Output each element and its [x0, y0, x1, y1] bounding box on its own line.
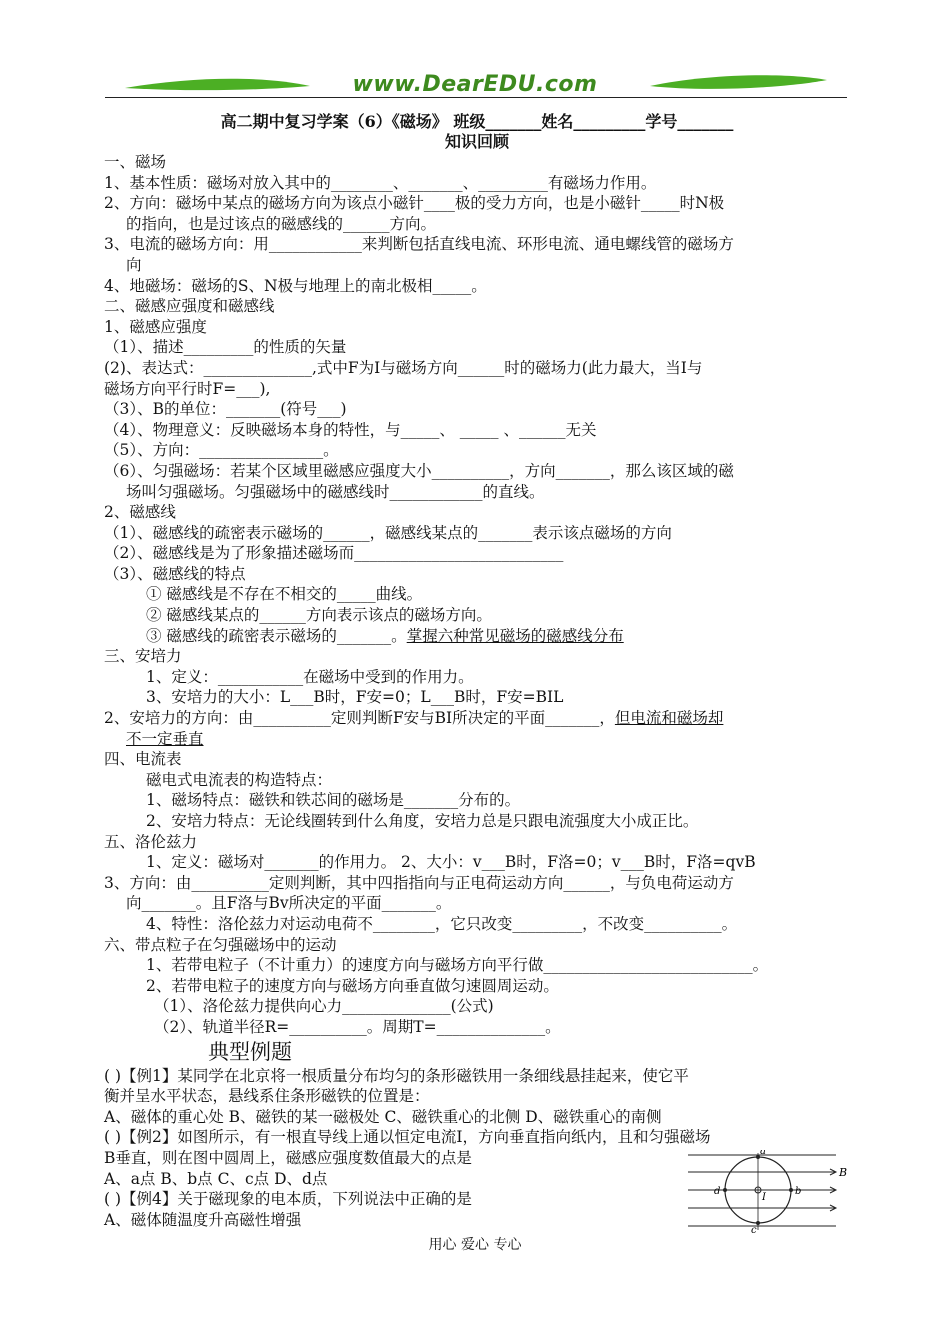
text-line: （2）、磁感线是为了形象描述磁场而___________________________ — [104, 544, 564, 563]
text-line: 3、方向：由__________定则判断，其中四指指向与正电荷运动方向______，与负电荷运动方 — [104, 873, 734, 892]
text-line: ( )【例2】如图所示，有一根直导线上通以恒定电流I，方向垂直指向纸内，且和匀强磁场 — [104, 1128, 711, 1147]
text-line: A、磁体随温度升高磁性增强 — [104, 1210, 302, 1229]
text-line: （3）、B的单位：_______(符号___) — [104, 400, 347, 419]
underlined-note: 但电流和磁场却 — [614, 709, 724, 728]
text-line: 1、磁场特点：磁铁和铁芯间的磁场是_______分布的。 — [146, 791, 521, 810]
text-line: (2)、表达式：______________,式中F为I与磁场方向______时的磁场力(此力最大，当I与 — [104, 358, 703, 377]
field-label: B — [839, 1166, 848, 1179]
text-line: A、磁体的重心处 B、磁铁的某一磁极处 C、磁铁重心的北侧 D、磁铁重心的南侧 — [104, 1107, 662, 1126]
text-line: （1）、磁感线的疏密表示磁场的______，磁感线某点的_______表示该点磁场的方向 — [104, 523, 672, 542]
text-span: ③ 磁感线的疏密表示磁场的_______。 — [146, 626, 407, 645]
text-line: 一、磁场 — [104, 153, 167, 171]
text-line: （4）、物理意义：反映磁场本身的特性，与_____、 _____ 、______无关 — [104, 420, 597, 439]
text-line: 四、电流表 — [104, 750, 182, 769]
text-line: 2、安培力特点：无论线圈转到什么角度，安培力总是只跟电流强度大小成正比。 — [146, 812, 699, 830]
current-label: I — [762, 1192, 766, 1203]
text-line: B垂直，则在图中圆周上，磁感应强度数值最大的点是 — [104, 1148, 472, 1167]
text-line: 二、磁感应强度和磁感线 — [104, 297, 275, 316]
text-line: 3、安培力的大小：L___B时，F安=0；L___B时，F安=BIL — [146, 688, 564, 707]
text-line: 2、方向：磁场中某点的磁场方向为该点小磁针____极的受力方向，也是小磁针_____时N极 — [104, 194, 725, 213]
text-line: 2、若带电粒子的速度方向与磁场方向垂直做匀速圆周运动。 — [146, 976, 559, 995]
text-line — [104, 729, 850, 750]
text-line: 磁电式电流表的构造特点： — [146, 770, 333, 789]
point-label-a: a — [760, 1150, 766, 1157]
underlined-note: 不一定垂直 — [126, 729, 204, 748]
text-line: 的指向，也是过该点的磁感线的______方向。 — [126, 214, 437, 233]
text-line: ( )【例4】关于磁现象的电本质，下列说法中正确的是 — [104, 1190, 472, 1209]
section-heading: 知识回顾 — [444, 132, 509, 151]
text-line — [104, 708, 850, 729]
text-line: ① 磁感线是不存在不相交的_____曲线。 — [146, 585, 423, 604]
text-span: 2、安培力的方向：由__________定则判断F安与BI所决定的平面_______， — [104, 709, 615, 728]
text-line: ② 磁感线某点的______方向表示该点的磁场方向。 — [146, 606, 492, 625]
point-label-d: d — [714, 1186, 721, 1197]
text-line: 1、若带电粒子（不计重力）的速度方向与磁场方向平行做___________________________。 — [146, 956, 769, 975]
underlined-note: 掌握六种常见磁场的磁感线分布 — [406, 626, 624, 645]
text-line: 2、磁感线 — [104, 503, 176, 522]
text-line: 3、电流的磁场方向：用____________来判断包括直线电流、环形电流、通电螺线管的磁场方 — [104, 235, 734, 254]
text-line: （1）、描述_________的性质的矢量 — [104, 338, 347, 357]
text-line: 场叫匀强磁场。匀强磁场中的磁感线时____________的直线。 — [126, 482, 545, 501]
text-line: 向 — [126, 255, 142, 274]
footer-text: 用心 爱心 专心 — [428, 1237, 522, 1253]
text-line: 4、特性：洛伦兹力对运动电荷不________，它只改变_________，不改变__________。 — [146, 914, 738, 933]
text-line: A、a点 B、b点 C、c点 D、d点 — [104, 1169, 328, 1188]
text-line: 磁场方向平行时F=___), — [104, 379, 271, 398]
text-line: （3）、磁感线的特点 — [104, 564, 246, 583]
text-line: （2）、轨道半径R=__________。周期T=______________。 — [154, 1017, 561, 1036]
text-line: ( )【例1】某同学在北京将一根质量分布均匀的条形磁铁用一条细线悬挂起来，使它平 — [104, 1066, 689, 1085]
text-line: 五、洛伦兹力 — [104, 832, 198, 851]
point-label-b: b — [795, 1186, 802, 1197]
text-line: （6）、匀强磁场：若某个区域里磁感应强度大小__________，方向_______，那么该区域的磁 — [104, 461, 734, 480]
header-rule — [105, 97, 847, 98]
page-title: 高二期中复习学案（6）《磁场》 班级_______姓名_________学号_______ — [220, 112, 734, 131]
text-line: （1）、洛伦兹力提供向心力______________(公式) — [154, 997, 494, 1016]
text-line: （5）、方向：________________。 — [104, 441, 339, 460]
text-line: 衡并呈水平状态，悬线系住条形磁铁的位置是： — [104, 1087, 430, 1106]
text-line: 1、磁感应强度 — [104, 317, 207, 336]
text-line: 4、地磁场：磁场的S、N极与地理上的南北极相_____。 — [104, 276, 487, 295]
text-line: 向_______。且F洛与Bv所决定的平面_______。 — [126, 894, 452, 913]
text-line — [104, 626, 850, 647]
text-line: 三、安培力 — [104, 647, 182, 666]
text-line: 1、基本性质：磁场对放入其中的________、_______、_________有磁场力作用。 — [104, 173, 657, 192]
point-label-c: c — [751, 1225, 757, 1234]
document-body — [104, 112, 850, 1230]
site-logo: www.DearEDU.com — [352, 72, 598, 97]
section-heading: 典型例题 — [208, 1039, 292, 1064]
text-line: 六、带点粒子在匀强磁场中的运动 — [104, 935, 337, 954]
text-line: 1、定义：磁场对_______的作用力。 2、大小：v___B时，F洛=0；v___B时，F洛=qvB — [146, 853, 756, 872]
magnetic-field-figure — [686, 1150, 852, 1234]
text-line: 1、定义：___________在磁场中受到的作用力。 — [146, 667, 474, 686]
